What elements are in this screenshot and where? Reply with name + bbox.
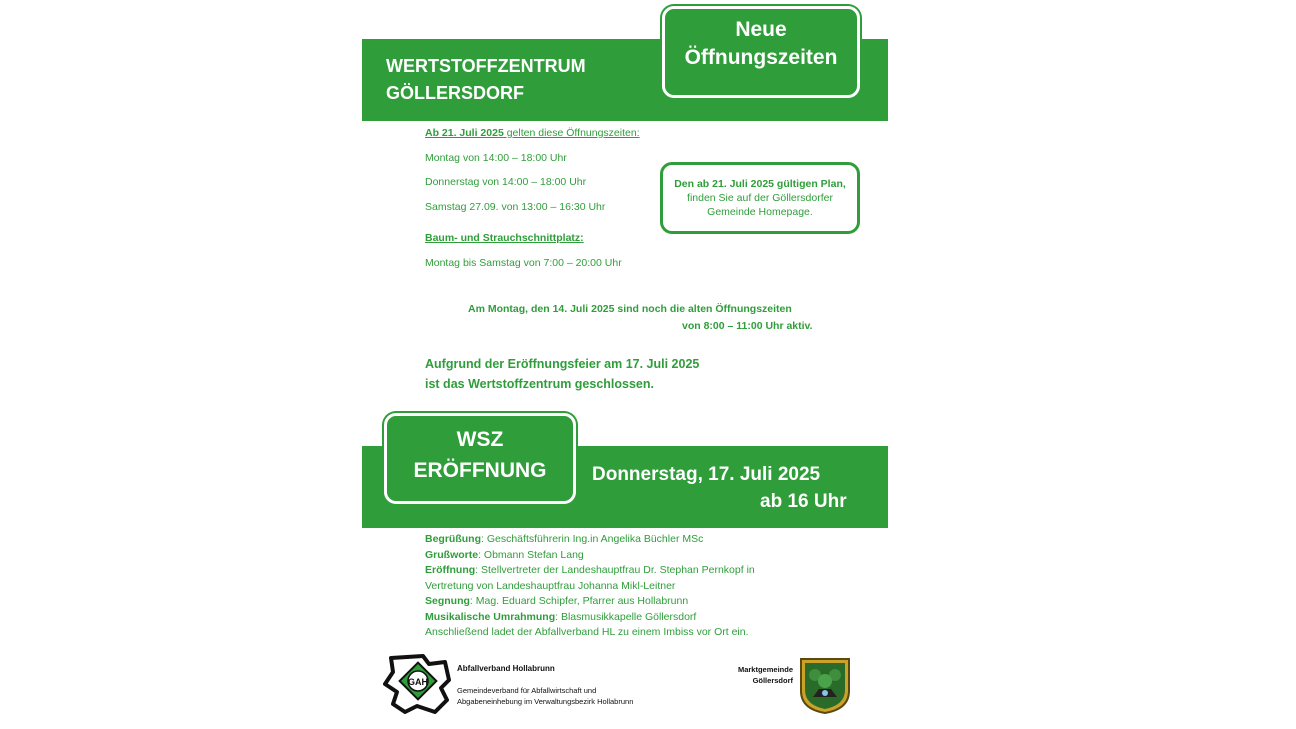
badge-line2: Öffnungszeiten <box>684 46 838 69</box>
old-hours-line2: von 8:00 – 11:00 Uhr aktiv. <box>682 320 813 332</box>
plan-note-line1: Den ab 21. Juli 2025 gültigen Plan, <box>674 178 846 190</box>
plan-note-line2: finden Sie auf der Göllersdorfer <box>687 192 833 204</box>
municipality-line1: Marktgemeinde <box>737 665 793 674</box>
program-item: Grußworte: Obmann Stefan Lang <box>425 548 584 561</box>
yard-title: Baum- und Strauchschnittplatz: <box>425 232 584 244</box>
org-name: Abfallverband Hollabrunn <box>457 664 555 673</box>
program-item: Segnung: Mag. Eduard Schipfer, Pfarrer aus Hollabrunn <box>425 595 689 607</box>
coat-of-arms-icon <box>799 657 851 715</box>
opening-time: ab 16 Uhr <box>760 491 847 512</box>
program-item: Anschließend ladet der Abfallverband HL zu einem Imbiss vor Ort ein. <box>425 626 749 638</box>
program-item: Vertretung von Landeshauptfrau Johanna Mikl-Leitner <box>425 579 676 592</box>
gah-logo-text: GAH <box>408 677 428 687</box>
closure-line1: Aufgrund der Eröffnungsfeier am 17. Juli 2025 <box>425 357 700 371</box>
municipality-line2: Göllersdorf <box>752 676 793 685</box>
hours-intro: Ab 21. Juli 2025 gelten diese Öffnungszeiten: <box>425 127 640 139</box>
program-item: Begrüßung: Geschäftsführerin Ing.in Angelika Büchler MSc <box>425 533 704 545</box>
header-title-line1: WERTSTOFFZENTRUM <box>386 56 586 76</box>
hours-line-saturday: Samstag 27.09. von 13:00 – 16:30 Uhr <box>425 201 606 213</box>
old-hours-line1: Am Montag, den 14. Juli 2025 sind noch die alten Öffnungszeiten <box>468 303 792 315</box>
badge-line1: Neue <box>735 18 787 41</box>
opening-badge-line2: ERÖFFNUNG <box>413 459 547 482</box>
opening-badge <box>384 413 576 504</box>
hours-line-thursday: Donnerstag von 14:00 – 18:00 Uhr <box>425 176 587 188</box>
opening-date: Donnerstag, 17. Juli 2025 <box>592 464 821 485</box>
gah-logo <box>383 654 453 714</box>
plan-note-line3: Gemeinde Homepage. <box>707 206 813 218</box>
yard-hours: Montag bis Samstag von 7:00 – 20:00 Uhr <box>425 257 622 269</box>
org-desc-line1: Gemeindeverband für Abfallwirtschaft und <box>457 686 597 695</box>
plan-note-box <box>660 162 860 234</box>
header-title-line2: GÖLLERSDORF <box>386 83 524 103</box>
org-desc-line2: Abgabeneinhebung im Verwaltungsbezirk Hollabrunn <box>457 697 634 706</box>
new-hours-badge <box>662 6 860 98</box>
program-item: Musikalische Umrahmung: Blasmusikkapelle Göllersdorf <box>425 610 697 623</box>
opening-badge-line1: WSZ <box>456 428 504 451</box>
program-item: Eröffnung: Stellvertreter der Landeshauptfrau Dr. Stephan Pernkopf in <box>425 564 755 576</box>
program-list <box>425 532 755 641</box>
hours-line-monday: Montag von 14:00 – 18:00 Uhr <box>425 152 567 164</box>
closure-line2: ist das Wertstoffzentrum geschlossen. <box>425 377 654 391</box>
